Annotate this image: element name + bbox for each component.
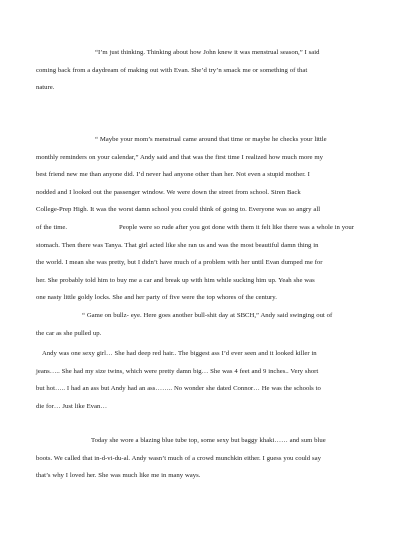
text-line: stomach. Then there was Tanya. That girl acted like she ran us and was the most beautiful damn thing in	[36, 241, 319, 249]
text-line: nodded and I looked out the passenger window. We were down the street from school. Siren Back	[36, 188, 301, 196]
text-line: “ Game on bullz- eye. Here goes another bull-shit day at SBCH,” Andy said swinging out of	[82, 312, 333, 319]
text-line: of the time.	[36, 223, 68, 231]
paragraph-5	[36, 345, 388, 415]
paragraph-6	[36, 432, 388, 485]
text-line: “ Maybe your mom’s menstrual came around that time or maybe he checks your little	[95, 136, 327, 143]
paragraph-4	[36, 307, 388, 342]
text-line: College-Prep High. It was the worst damn school you could think of going to. Everyone was so angry all	[36, 206, 321, 214]
text-line: nature.	[36, 84, 55, 92]
text-line: monthly reminders on your calendar,” Andy said and that was the first time I realized how much more my	[36, 153, 323, 161]
paragraph-1	[36, 44, 388, 97]
text-line: “I’m just thinking. Thinking about how John knew it was menstrual season,” I said	[95, 49, 320, 56]
text-line: Andy was one sexy girl… She had deep red hair.. The biggest ass I’d ever seen and it looked killer in	[42, 350, 317, 357]
text-line: but hot….. I had an ass but Andy had an ass…….. No wonder she dated Connor… He was the schools to	[36, 385, 321, 393]
text-line: People were so rude after you got done with them it felt like there was a whole in your	[119, 224, 354, 231]
text-line: jeans….. She had my size twins, which were pretty damn big… She was 4 feet and 9 inches.. Very short	[36, 367, 319, 375]
text-line: the car as she pulled up.	[36, 329, 102, 337]
paragraph-3	[36, 219, 388, 307]
text-line: Today she wore a blazing blue tube top, some sexy but baggy khaki…… and sum blue	[91, 437, 326, 444]
text-line: one nasty little goldy locks. She and her party of five were the top whores of the century.	[36, 294, 277, 302]
text-line: that’s why I loved her. She was much like me in many ways.	[36, 472, 201, 480]
text-line: coming back from a daydream of making out with Evan. She’d try’n smack me or something of that	[36, 66, 308, 74]
text-line: best friend new me than anyone did. I’d never had anyone other than her. Not even a stupid mother. I	[36, 171, 310, 179]
text-line: her. She probably told him to buy me a car and break up with him while sucking him up. Yeah she was	[36, 276, 315, 284]
text-line: die for… Just like Evan…	[36, 402, 108, 410]
text-line: boots. We called that in-d-vi-du-al. Andy wasn’t much of a crowd munchkin either. I guess you could say	[36, 454, 321, 462]
text-line: the world. I mean she was pretty, but I didn’t have much of a problem with her until Evan dumped me for	[36, 259, 323, 267]
